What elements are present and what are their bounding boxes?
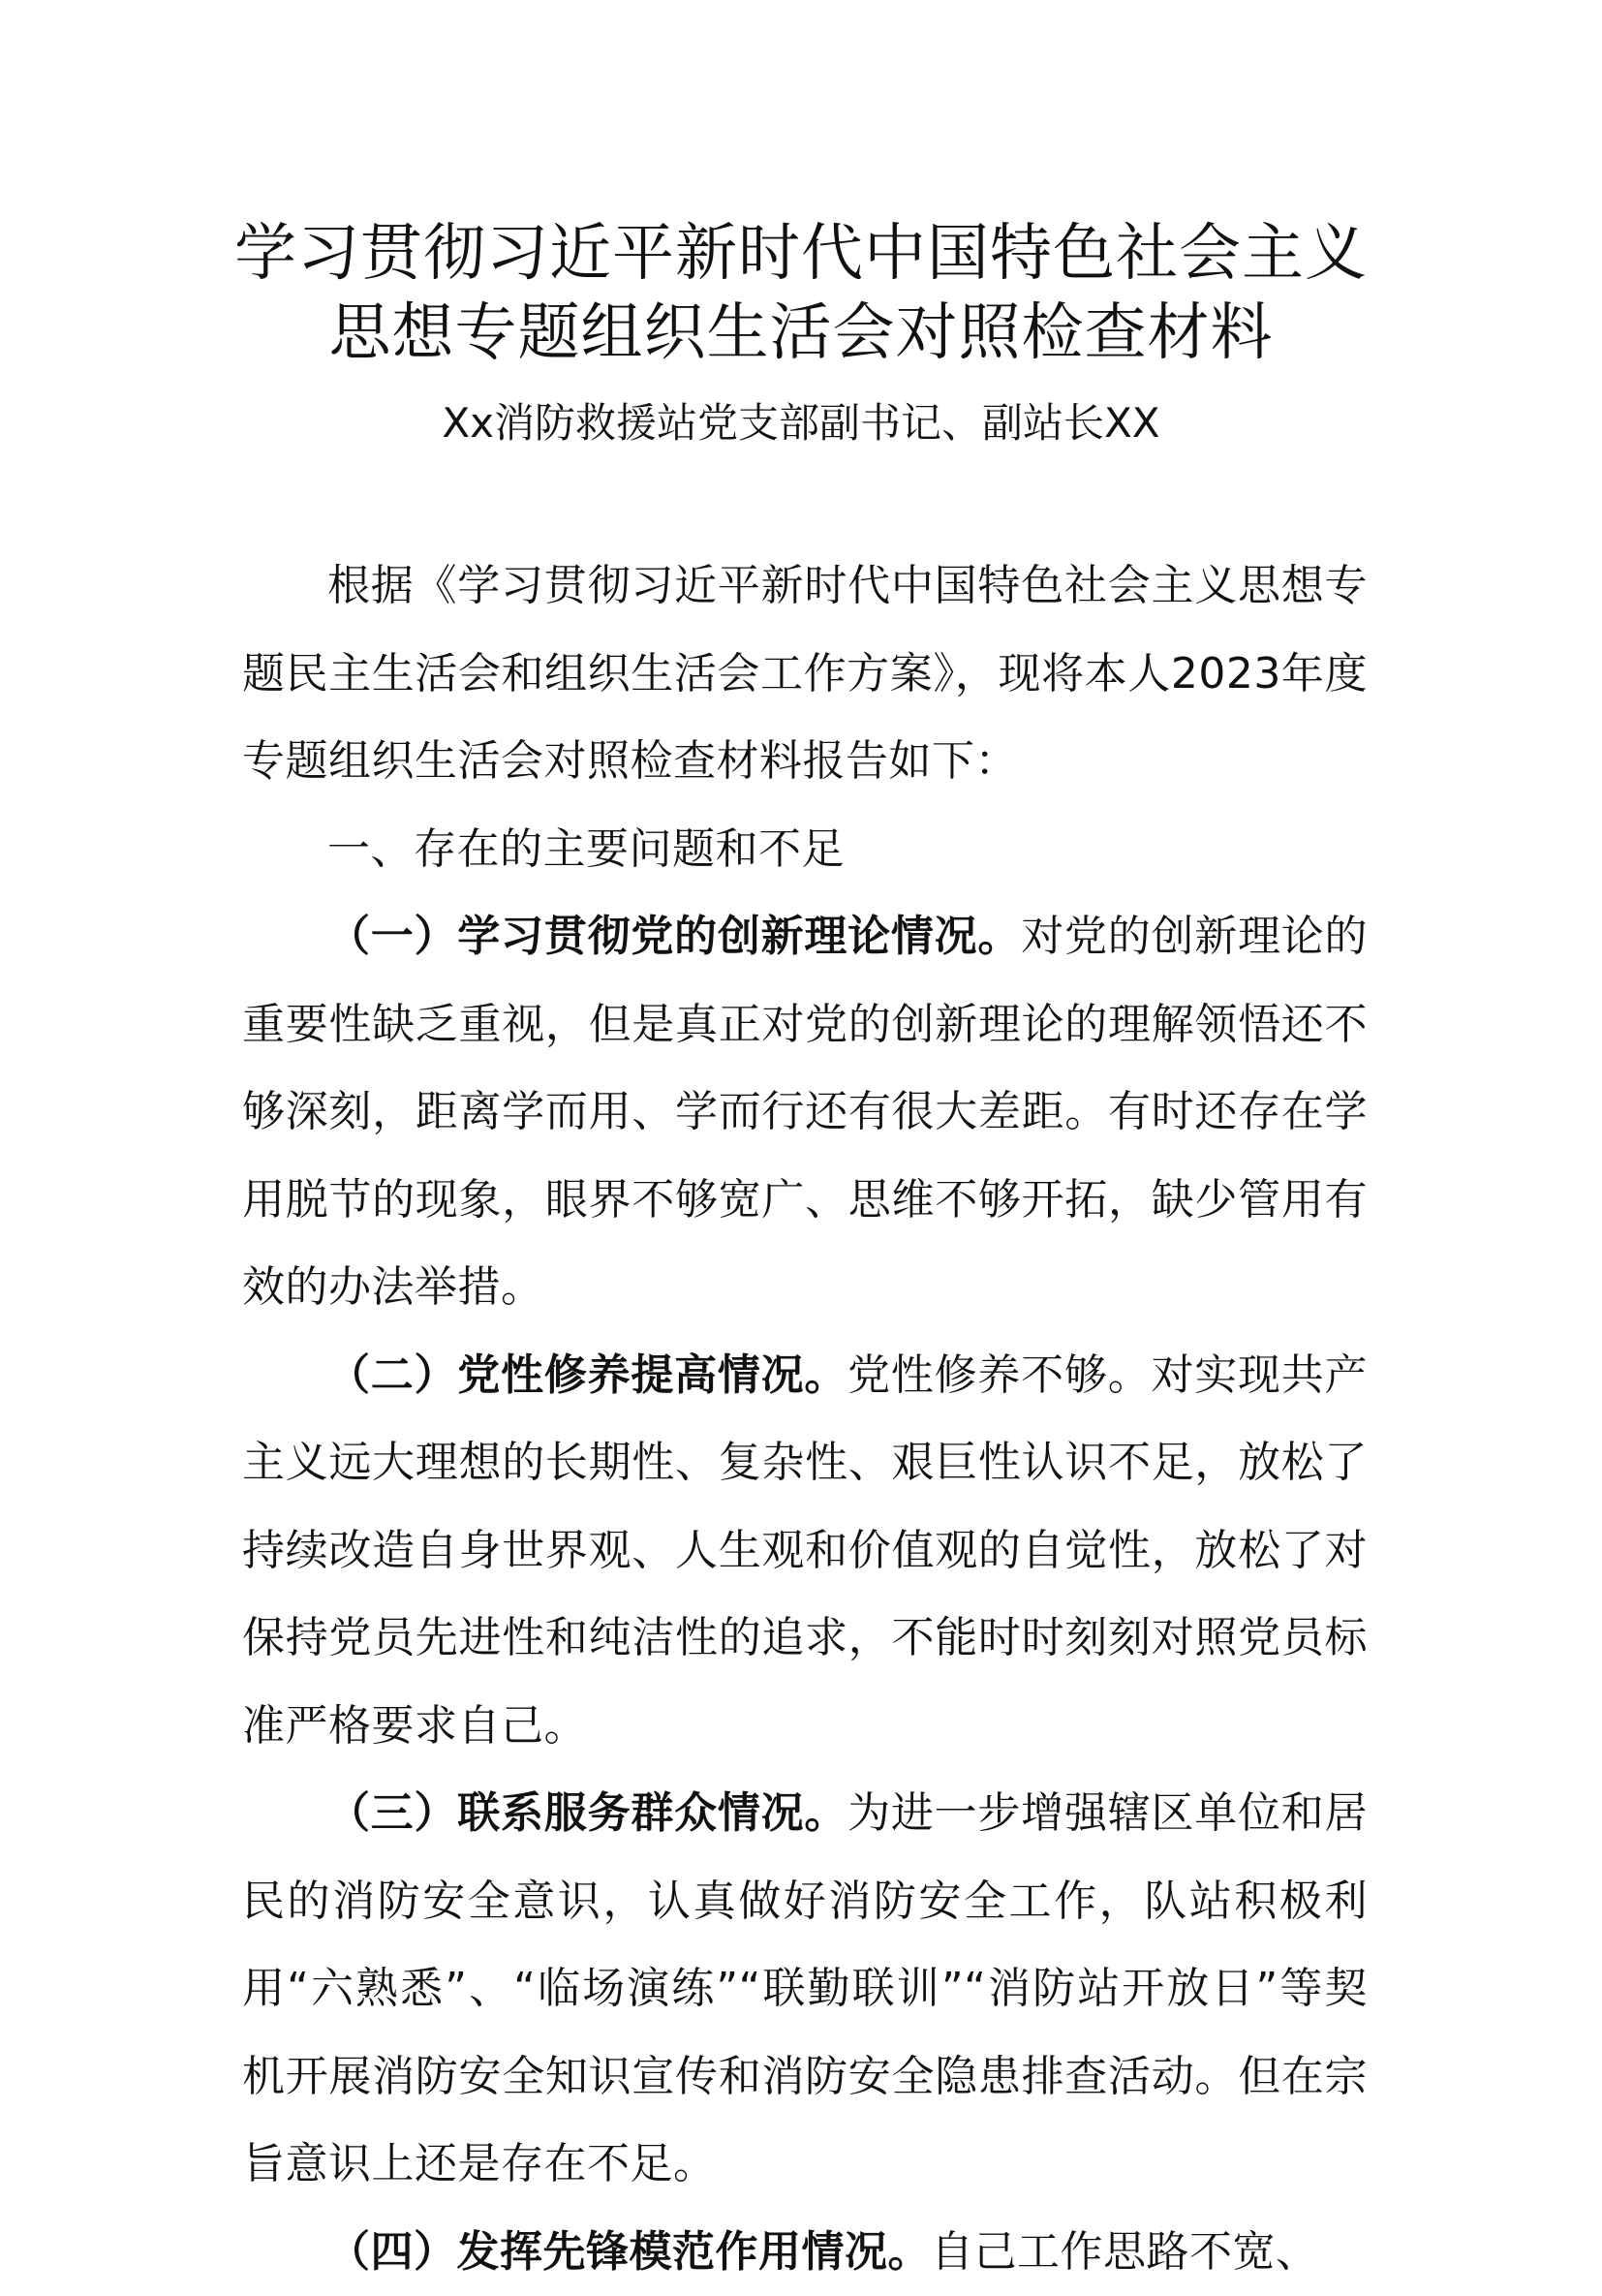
item-text-4: 自己工作思路不宽、 [931,2227,1319,2277]
item-paragraph-1 [242,893,1368,1332]
item-text-2: 党性修养不够。对实现共产主义远大理想的长期性、复杂性、艰巨性认识不足，放松了持续改造自身世界观、人生观和价值观的自觉性，放松了对保持党员先进性和纯洁性的追求，不能时时刻刻对照党员标准严格要求自己。 [242,1350,1368,1751]
item-text-3: 为进一步增强辖区单位和居民的消防安全意识，认真做好消防安全工作，队站积极利用“六熟悉”、“临场演练”“联勤联训”“消防站开放日”等契机开展消防安全知识宣传和消防安全隐患排查活动。但在宗旨意识上还是存在不足。 [242,1788,1368,2188]
document-title-line1: 学习贯彻习近平新时代中国特色社会主义 [145,215,1457,293]
item-heading-1: （一）学习贯彻党的创新理论情况。 [327,912,1021,961]
item-heading-2: （二）党性修养提高情况。 [327,1350,847,1400]
document-body [242,543,1368,2296]
intro-paragraph: 根据《学习贯彻习近平新时代中国特色社会主义思想专题民主生活会和组织生活会工作方案》，现将本人2023年度专题组织生活会对照检查材料报告如下： [242,543,1368,806]
item-paragraph-3 [242,1770,1368,2209]
document-author: Xx消防救援站党支部副书记、副站长XX [145,395,1457,451]
item-text-1: 对党的创新理论的重要性缺乏重视，但是真正对党的创新理论的理解领悟还不够深刻，距离学而用、学而行还有很大差距。有时还存在学用脱节的现象，眼界不够宽广、思维不够开拓，缺少管用有效的办法举措。 [242,912,1368,1312]
section-heading: 一、存在的主要问题和不足 [242,806,1368,894]
item-heading-3: （三）联系服务群众情况。 [327,1788,847,1838]
item-heading-4: （四）发挥先锋模范作用情况。 [327,2227,931,2277]
item-paragraph-4 [242,2209,1368,2296]
item-paragraph-2 [242,1332,1368,1771]
document-title-line2: 思想专题组织生活会对照检查材料 [145,295,1457,372]
